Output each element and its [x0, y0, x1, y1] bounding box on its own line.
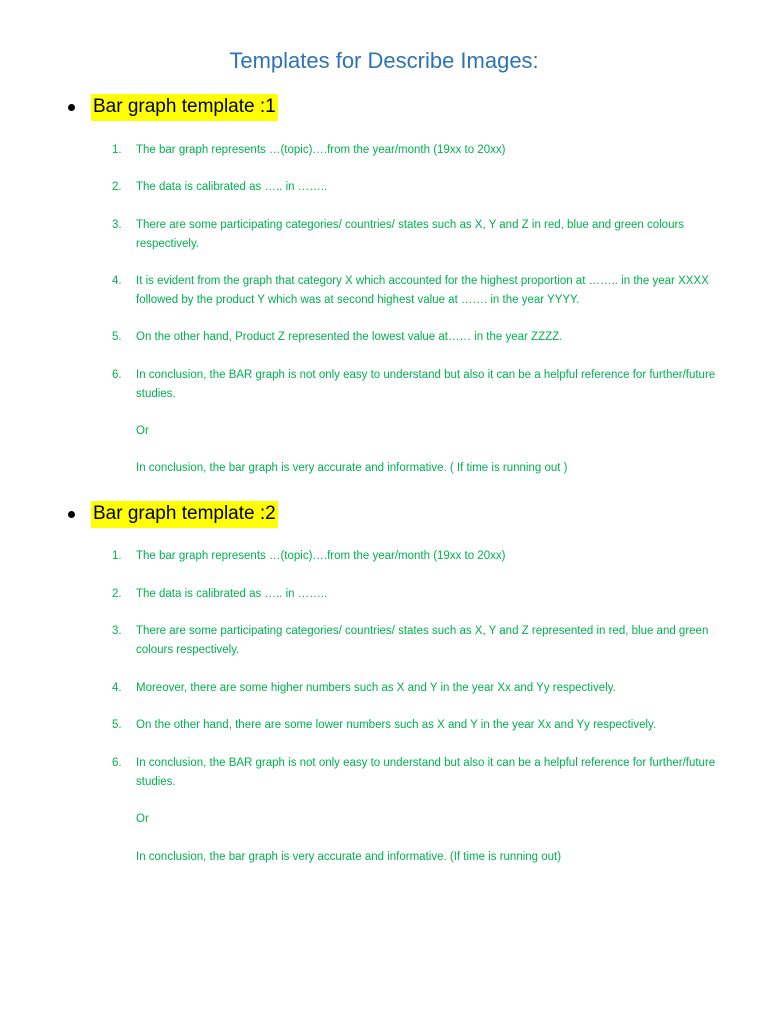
- section-heading: [64, 501, 278, 528]
- or-label: Or: [136, 813, 149, 825]
- section-heading-text: Bar graph template :2: [91, 501, 278, 528]
- list-number: 1.: [112, 144, 122, 156]
- list-text: There are some participating categories/ countries/ states such as X, Y and Z in red, blue and green colours respectively.: [136, 219, 685, 250]
- list-number: 6.: [112, 369, 122, 381]
- alternative-conclusion: In conclusion, the bar graph is very accurate and informative. ( If time is running out ): [136, 462, 568, 474]
- list-number: 2.: [112, 181, 122, 193]
- list-number: 5.: [112, 331, 122, 343]
- list-text: The bar graph represents …(topic)….from the year/month (19xx to 20xx): [136, 550, 506, 562]
- list-text: The bar graph represents …(topic)….from the year/month (19xx to 20xx): [136, 144, 506, 156]
- or-label: Or: [136, 425, 149, 437]
- section-heading: [64, 94, 278, 121]
- list-text: There are some participating categories/ countries/ states such as X, Y and Z represented in red, blue and green colours respectively.: [136, 625, 709, 656]
- list-number: 2.: [112, 588, 122, 600]
- alternative-conclusion: In conclusion, the bar graph is very accurate and informative. (If time is running out): [136, 851, 562, 863]
- list-text: Moreover, there are some higher numbers such as X and Y in the year Xx and Yy respectively.: [136, 682, 616, 694]
- section-heading-text: Bar graph template :1: [91, 94, 278, 121]
- list-number: 3.: [112, 625, 122, 637]
- list-number: 5.: [112, 719, 122, 731]
- list-text: In conclusion, the BAR graph is not only easy to understand but also it can be a helpful reference for further/future studies.: [136, 757, 716, 788]
- list-text: The data is calibrated as ….. in ……..: [136, 181, 328, 193]
- list-number: 6.: [112, 757, 122, 769]
- page-title: Templates for Describe Images:: [229, 48, 539, 73]
- list-text: It is evident from the graph that category X which accounted for the highest proportion at …….. in the year XXXX followed by the product Y which was at second highest value at ……. in the year YYYY.: [136, 275, 709, 306]
- list-text: In conclusion, the BAR graph is not only easy to understand but also it can be a helpful reference for further/future studies.: [136, 369, 716, 400]
- bullet-icon: [68, 104, 75, 111]
- list-text: On the other hand, Product Z represented the lowest value at…… in the year ZZZZ.: [136, 331, 563, 343]
- list-number: 1.: [112, 550, 122, 562]
- list-number: 3.: [112, 219, 122, 231]
- bullet-icon: [68, 511, 75, 518]
- list-text: On the other hand, there are some lower numbers such as X and Y in the year Xx and Yy respectively.: [136, 719, 657, 731]
- list-number: 4.: [112, 275, 122, 287]
- list-number: 4.: [112, 682, 122, 694]
- list-text: The data is calibrated as ….. in ……..: [136, 588, 328, 600]
